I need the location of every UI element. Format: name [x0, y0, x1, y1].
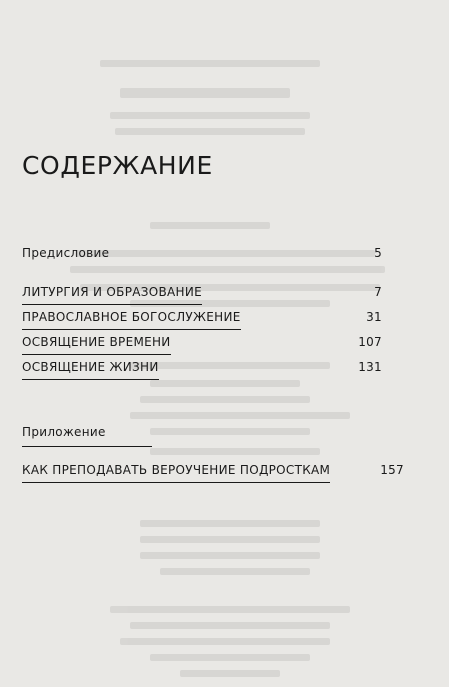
toc-entry-preface[interactable]: [22, 246, 382, 270]
toc-entry-teach-doctrine[interactable]: [22, 463, 404, 487]
toc-entry-page: 31: [366, 310, 382, 324]
toc-entry-label: ОСВЯЩЕНИЕ ЖИЗНИ: [22, 360, 159, 380]
toc-entry-page: 107: [358, 335, 382, 349]
toc-entry-page: 157: [380, 463, 404, 477]
toc-entry-label: ЛИТУРГИЯ И ОБРАЗОВАНИЕ: [22, 285, 202, 305]
toc-entry-page: 131: [358, 360, 382, 374]
toc-heading: СОДЕРЖАНИЕ: [22, 151, 213, 180]
appendix-label: Приложение: [22, 425, 106, 439]
toc-entry-sanctification-life[interactable]: [22, 360, 382, 384]
toc-entry-sanctification-time[interactable]: [22, 335, 382, 359]
toc-entry-page: 7: [374, 285, 382, 299]
toc-entry-label: ПРАВОСЛАВНОЕ БОГОСЛУЖЕНИЕ: [22, 310, 241, 330]
appendix-rule: [22, 446, 152, 447]
toc-entry-liturgy-education[interactable]: [22, 285, 382, 309]
toc-entry-label: Предисловие: [22, 246, 110, 260]
toc-entry-orthodox-worship[interactable]: [22, 310, 382, 334]
toc-entry-page: 5: [374, 246, 382, 260]
toc-entry-label: КАК ПРЕПОДАВАТЬ ВЕРОУЧЕНИЕ ПОДРОСТКАМ: [22, 463, 330, 483]
toc-entry-label: ОСВЯЩЕНИЕ ВРЕМЕНИ: [22, 335, 171, 355]
